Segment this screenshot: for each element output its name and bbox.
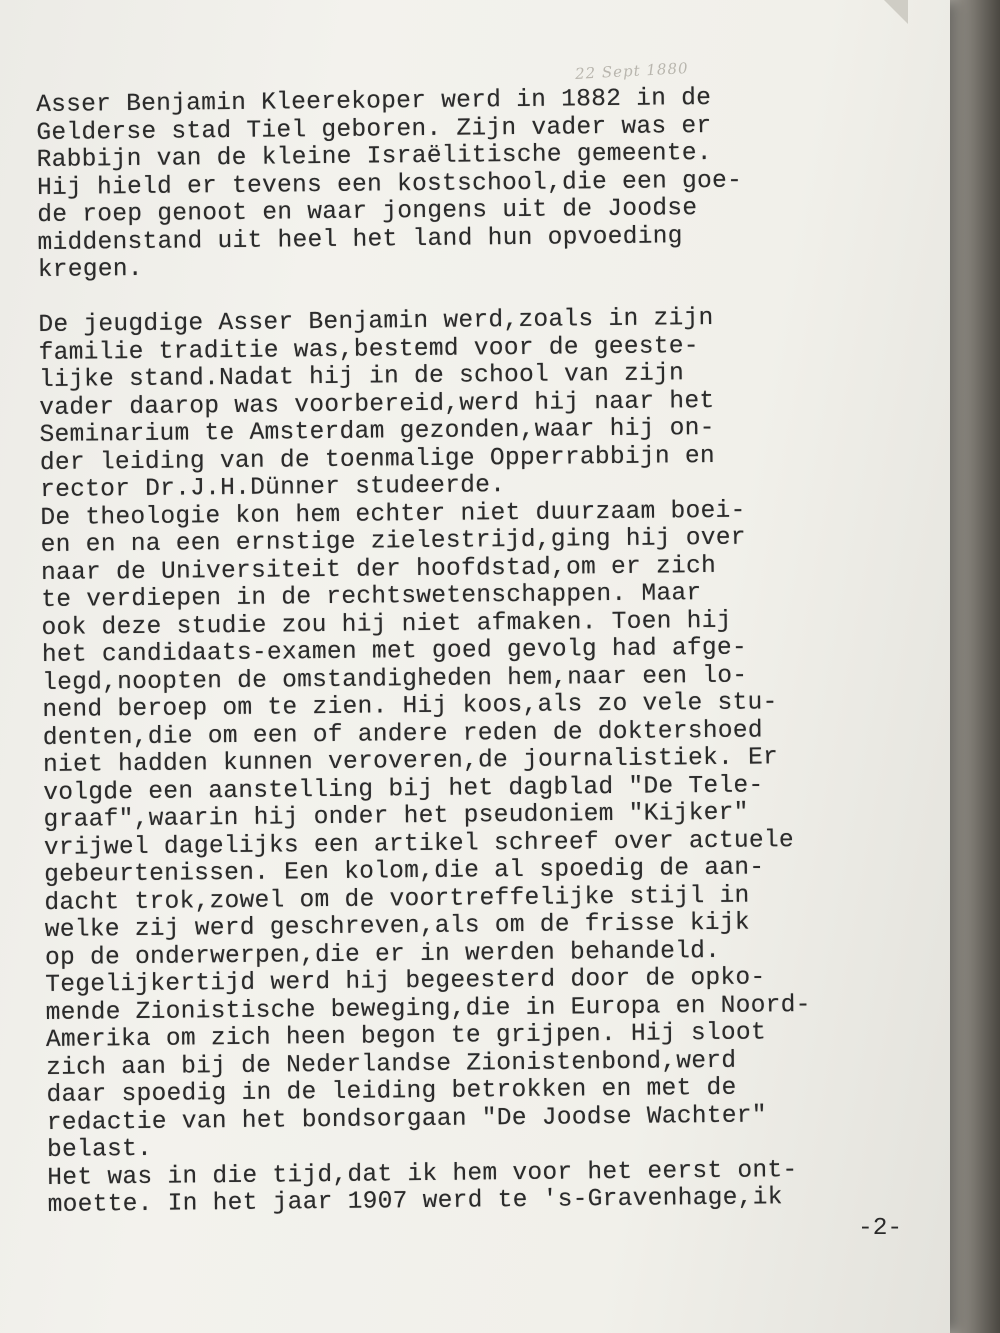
page-number: -2- xyxy=(858,1215,903,1242)
text-line: naar de Universiteit der hoofdstad,om er zich xyxy=(40,552,717,587)
text-line: kregen. xyxy=(37,255,144,284)
text-line: daar spoedig in de leiding betrokken en met de xyxy=(46,1074,737,1109)
text-line: De jeugdige Asser Benjamin werd,zoals in zijn xyxy=(38,304,714,339)
text-line: der leiding van de toenmalige Opperrabbijn en xyxy=(39,442,716,477)
text-line: vrijwel dagelijks een artikel schreef over actuele xyxy=(43,826,795,862)
text-line: lijke stand.Nadat hij in de school van zijn xyxy=(38,360,685,394)
text-line: De theologie kon hem echter niet duurzaam boei- xyxy=(40,497,746,532)
text-line: en en na een ernstige zielestrijd,ging hij over xyxy=(40,524,746,559)
text-line: niet hadden kunnen veroveren,de journalistiek. Er xyxy=(42,744,779,779)
text-line: rector Dr.J.H.Dünner studeerde. xyxy=(40,472,506,504)
text-line: Tegelijkertijd werd hij begeesterd door de opko- xyxy=(45,964,766,999)
text-line: volgde een aanstelling bij het dagblad "De Tele- xyxy=(43,771,764,807)
text-line: het candidaats-examen met goed gevolg had afge- xyxy=(41,634,748,669)
text-line: op de onderwerpen,die er in werden behandeld. xyxy=(44,937,721,972)
text-line: zich aan bij de Nederlandse Zionistenbond,werd xyxy=(46,1047,737,1082)
text-line: vader daarop was voorbereid,werd hij naar het xyxy=(39,387,715,422)
text-line: Het was in die tijd,dat ik hem voor het eerst ont- xyxy=(47,1156,798,1192)
text-line: familie traditie was,bestemd voor de geeste- xyxy=(38,332,699,367)
paragraph-2 xyxy=(38,303,947,1220)
page-edge xyxy=(946,0,1000,1333)
folded-corner xyxy=(884,0,908,24)
text-line: Rabbijn van de kleine Israëlitische gemeente. xyxy=(36,139,712,174)
text-line: Hij hield er tevens een kostschool,die een goe- xyxy=(36,167,743,202)
text-line: Asser Benjamin Kleerekoper werd in 1882 in de xyxy=(36,84,712,119)
text-line: nend beroep om te zien. Hij koos,als zo vele stu- xyxy=(42,689,778,724)
text-line: Gelderse stad Tiel geboren. Zijn vader was er xyxy=(36,112,712,147)
text-line: legd,noopten de omstandigheden hem,naar een lo- xyxy=(42,662,748,697)
text-line: denten,die om een of andere reden de doktershoed xyxy=(42,716,763,752)
text-line: moette. In het jaar 1907 werd te 's-Gravenhage,ik xyxy=(47,1184,783,1219)
text-line: graaf",waarin hij onder het pseudoniem "Kijker" xyxy=(43,799,749,834)
text-line: gebeurtenissen. Een kolom,die al spoedig de aan- xyxy=(44,854,765,889)
text-line: de roep genoot en waar jongens uit de Joodse xyxy=(37,195,698,229)
text-line: Amerika om zich heen begon te grijpen. Hij sloot xyxy=(45,1019,767,1054)
text-line: middenstand uit heel het land hun opvoeding xyxy=(37,222,683,257)
text-line: mende Zionistische beweging,die in Europa en Noord- xyxy=(45,991,811,1027)
text-line: belast. xyxy=(46,1135,153,1164)
pencil-date-annotation: 22 Sept 1880 xyxy=(574,59,689,83)
text-line: te verdiepen in de rechtswetenschappen. Maar xyxy=(41,580,702,614)
document-body xyxy=(36,83,948,1220)
text-line: welke zij werd geschreven,als om de frisse kijk xyxy=(44,909,751,944)
paragraph-1 xyxy=(36,83,938,285)
text-line: redactie van het bondsorgaan "De Joodse Wachter" xyxy=(46,1101,768,1137)
text-line: ook deze studie zou hij niet afmaken. Toen hij xyxy=(41,607,732,642)
text-line: dacht trok,zowel om de voortreffelijke stijl in xyxy=(44,882,750,917)
text-line: Seminarium te Amsterdam gezonden,waar hij on- xyxy=(39,414,715,449)
